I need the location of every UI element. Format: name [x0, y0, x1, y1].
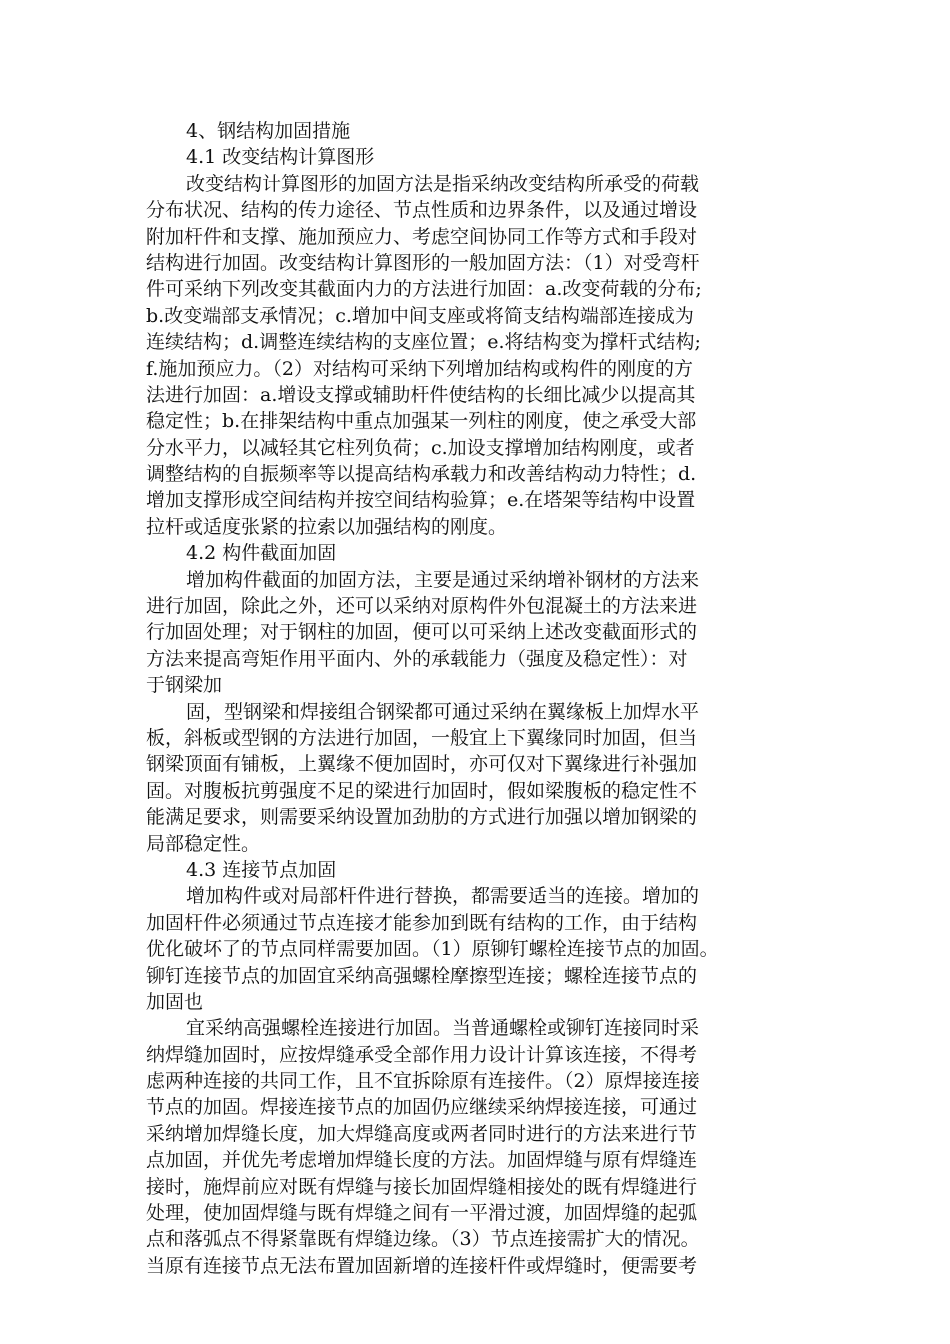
- paragraph-line: 方法来提高弯矩作用平面内、外的承载能力（强度及稳定性）：对: [146, 647, 688, 670]
- paragraph-line: 钢梁顶面有铺板，上翼缘不便加固时，亦可仅对下翼缘进行补强加: [146, 753, 698, 776]
- paragraph-line: 当原有连接节点无法布置加固新增的连接杆件或焊缝时，便需要考: [146, 1254, 698, 1277]
- paragraph-line: 加固也: [146, 990, 204, 1013]
- paragraph-line: 增加支撑形成空间结构并按空间结构验算；e.在塔架等结构中设置: [146, 489, 696, 512]
- paragraph-line: 处理，使加固焊缝与既有焊缝之间有一平滑过渡，加固焊缝的起弧: [146, 1202, 698, 1225]
- paragraph-line: 结构进行加固。改变结构计算图形的一般加固方法：（1）对受弯杆: [146, 251, 700, 274]
- section-heading: 4.2 构件截面加固: [186, 542, 337, 565]
- paragraph-line: f.施加预应力。（2）对结构可采纳下列增加结构或构件的刚度的方: [146, 357, 693, 380]
- paragraph-line: 点加固，并优先考虑增加焊缝长度的方法。加固焊缝与原有焊缝连: [146, 1149, 698, 1172]
- paragraph-line: 铆钉连接节点的加固宜采纳高强螺栓摩擦型连接；螺栓连接节点的: [146, 964, 698, 987]
- section-heading: 4.3 连接节点加固: [186, 858, 337, 881]
- paragraph-line: 宜采纳高强螺栓连接进行加固。当普通螺栓或铆钉连接同时采: [186, 1017, 700, 1040]
- paragraph-line: 局部稳定性。: [146, 832, 261, 855]
- paragraph-line: 调整结构的自振频率等以提高结构承载力和改善结构动力特性；d.: [146, 463, 697, 486]
- paragraph-line: 拉杆或适度张紧的拉索以加强结构的刚度。: [146, 515, 508, 538]
- paragraph-line: 行加固处理；对于钢柱的加固，便可以可采纳上述改变截面形式的: [146, 621, 698, 644]
- paragraph-line: 节点的加固。焊接连接节点的加固仍应继续采纳焊接连接，可通过: [146, 1096, 698, 1119]
- paragraph-line: b.改变端部支承情况；c.增加中间支座或将简支结构端部连接成为: [146, 304, 694, 327]
- paragraph-line: 固。对腹板抗剪强度不足的梁进行加固时，假如梁腹板的稳定性不: [146, 779, 698, 802]
- paragraph-line: 虑两种连接的共同工作，且不宜拆除原有连接件。（2）原焊接连接: [146, 1070, 700, 1093]
- paragraph-line: 增加构件或对局部杆件进行替换，都需要适当的连接。增加的: [186, 885, 700, 908]
- paragraph-line: 改变结构计算图形的加固方法是指采纳改变结构所承受的荷载: [186, 172, 700, 195]
- paragraph-line: 加固杆件必须通过节点连接才能参加到既有结构的工作，由于结构: [146, 911, 698, 934]
- paragraph-line: 固，型钢梁和焊接组合钢梁都可通过采纳在翼缘板上加焊水平: [186, 700, 700, 723]
- paragraph-line: 法进行加固：a.增设支撑或辅助杆件使结构的长细比减少以提高其: [146, 383, 696, 406]
- paragraph-line: 板，斜板或型钢的方法进行加固，一般宜上下翼缘同时加固，但当: [146, 726, 698, 749]
- paragraph-line: 进行加固，除此之外，还可以采纳对原构件外包混凝土的方法来进: [146, 595, 698, 618]
- paragraph-line: 接时，施焊前应对既有焊缝与接长加固焊缝相接处的既有焊缝进行: [146, 1175, 698, 1198]
- paragraph-line: 于钢梁加: [146, 674, 223, 697]
- section-heading: 4.1 改变结构计算图形: [186, 146, 375, 169]
- paragraph-line: 稳定性；b.在排架结构中重点加强某一列柱的刚度，使之承受大部: [146, 410, 697, 433]
- document-body: [146, 118, 806, 1279]
- paragraph-line: 采纳增加焊缝长度，加大焊缝高度或两者同时进行的方法来进行节: [146, 1122, 698, 1145]
- paragraph-line: 纳焊缝加固时，应按焊缝承受全部作用力设计计算该连接，不得考: [146, 1043, 698, 1066]
- paragraph-line: 优化破坏了的节点同样需要加固。（1）原铆钉螺栓连接节点的加固。: [146, 938, 719, 961]
- paragraph-line: 件可采纳下列改变其截面内力的方法进行加固：a.改变荷载的分布;: [146, 278, 702, 301]
- paragraph-line: 分布状况、结构的传力途径、节点性质和边界条件，以及通过增设: [146, 199, 698, 222]
- paragraph-line: 分水平力，以减轻其它柱列负荷；c.加设支撑增加结构刚度，或者: [146, 436, 695, 459]
- paragraph-line: 连续结构；d.调整连续结构的支座位置；e.将结构变为撑杆式结构;: [146, 331, 701, 354]
- paragraph-line: 附加杆件和支撑、施加预应力、考虑空间协同工作等方式和手段对: [146, 225, 698, 248]
- paragraph-line: 增加构件截面的加固方法，主要是通过采纳增补钢材的方法来: [186, 568, 700, 591]
- paragraph-line: 点和落弧点不得紧靠既有焊缝边缘。（3）节点连接需扩大的情况。: [146, 1228, 700, 1251]
- paragraph-line: 能满足要求，则需要采纳设置加劲肋的方式进行加强以增加钢梁的: [146, 806, 698, 829]
- section-heading: 4、钢结构加固措施: [186, 120, 351, 142]
